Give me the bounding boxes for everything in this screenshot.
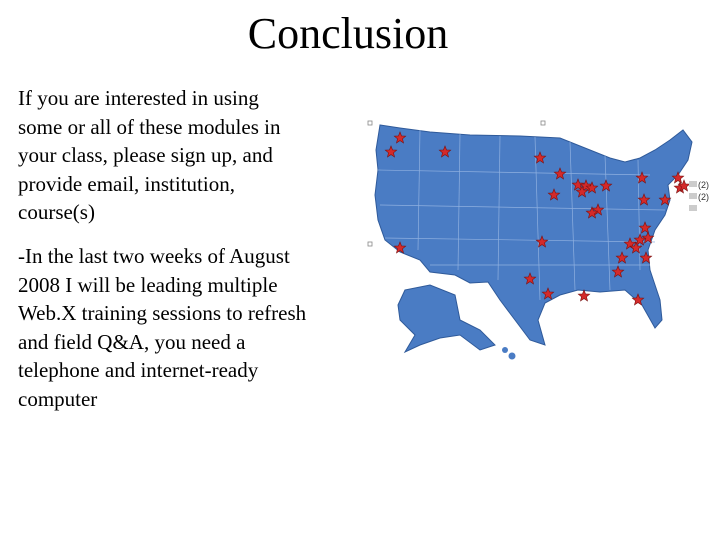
location-marker-star: [578, 290, 589, 301]
map-placeholder-box: [368, 242, 372, 246]
count-label: (2): [698, 180, 709, 190]
hawaii-shape: [502, 347, 508, 353]
count-label: (2): [698, 192, 709, 202]
map-placeholder-box: [541, 121, 545, 125]
signup-paragraph: If you are interested in using some or all of these modules in your class, please sign up, and provide email, institution, course(s): [18, 86, 281, 224]
count-box: [689, 181, 697, 187]
slide-title: Conclusion: [247, 9, 449, 58]
hawaii-shape: [509, 353, 516, 360]
training-paragraph: -In the last two weeks of August 2008 I will be leading multiple Web.X training sessions to refresh and field Q&A, you need a telephone and internet-ready computer: [18, 244, 307, 411]
count-box: [689, 205, 697, 211]
alaska-shape: [398, 285, 495, 352]
count-box: [689, 193, 697, 199]
map-placeholder-box: [368, 121, 372, 125]
us-map: [352, 100, 720, 380]
